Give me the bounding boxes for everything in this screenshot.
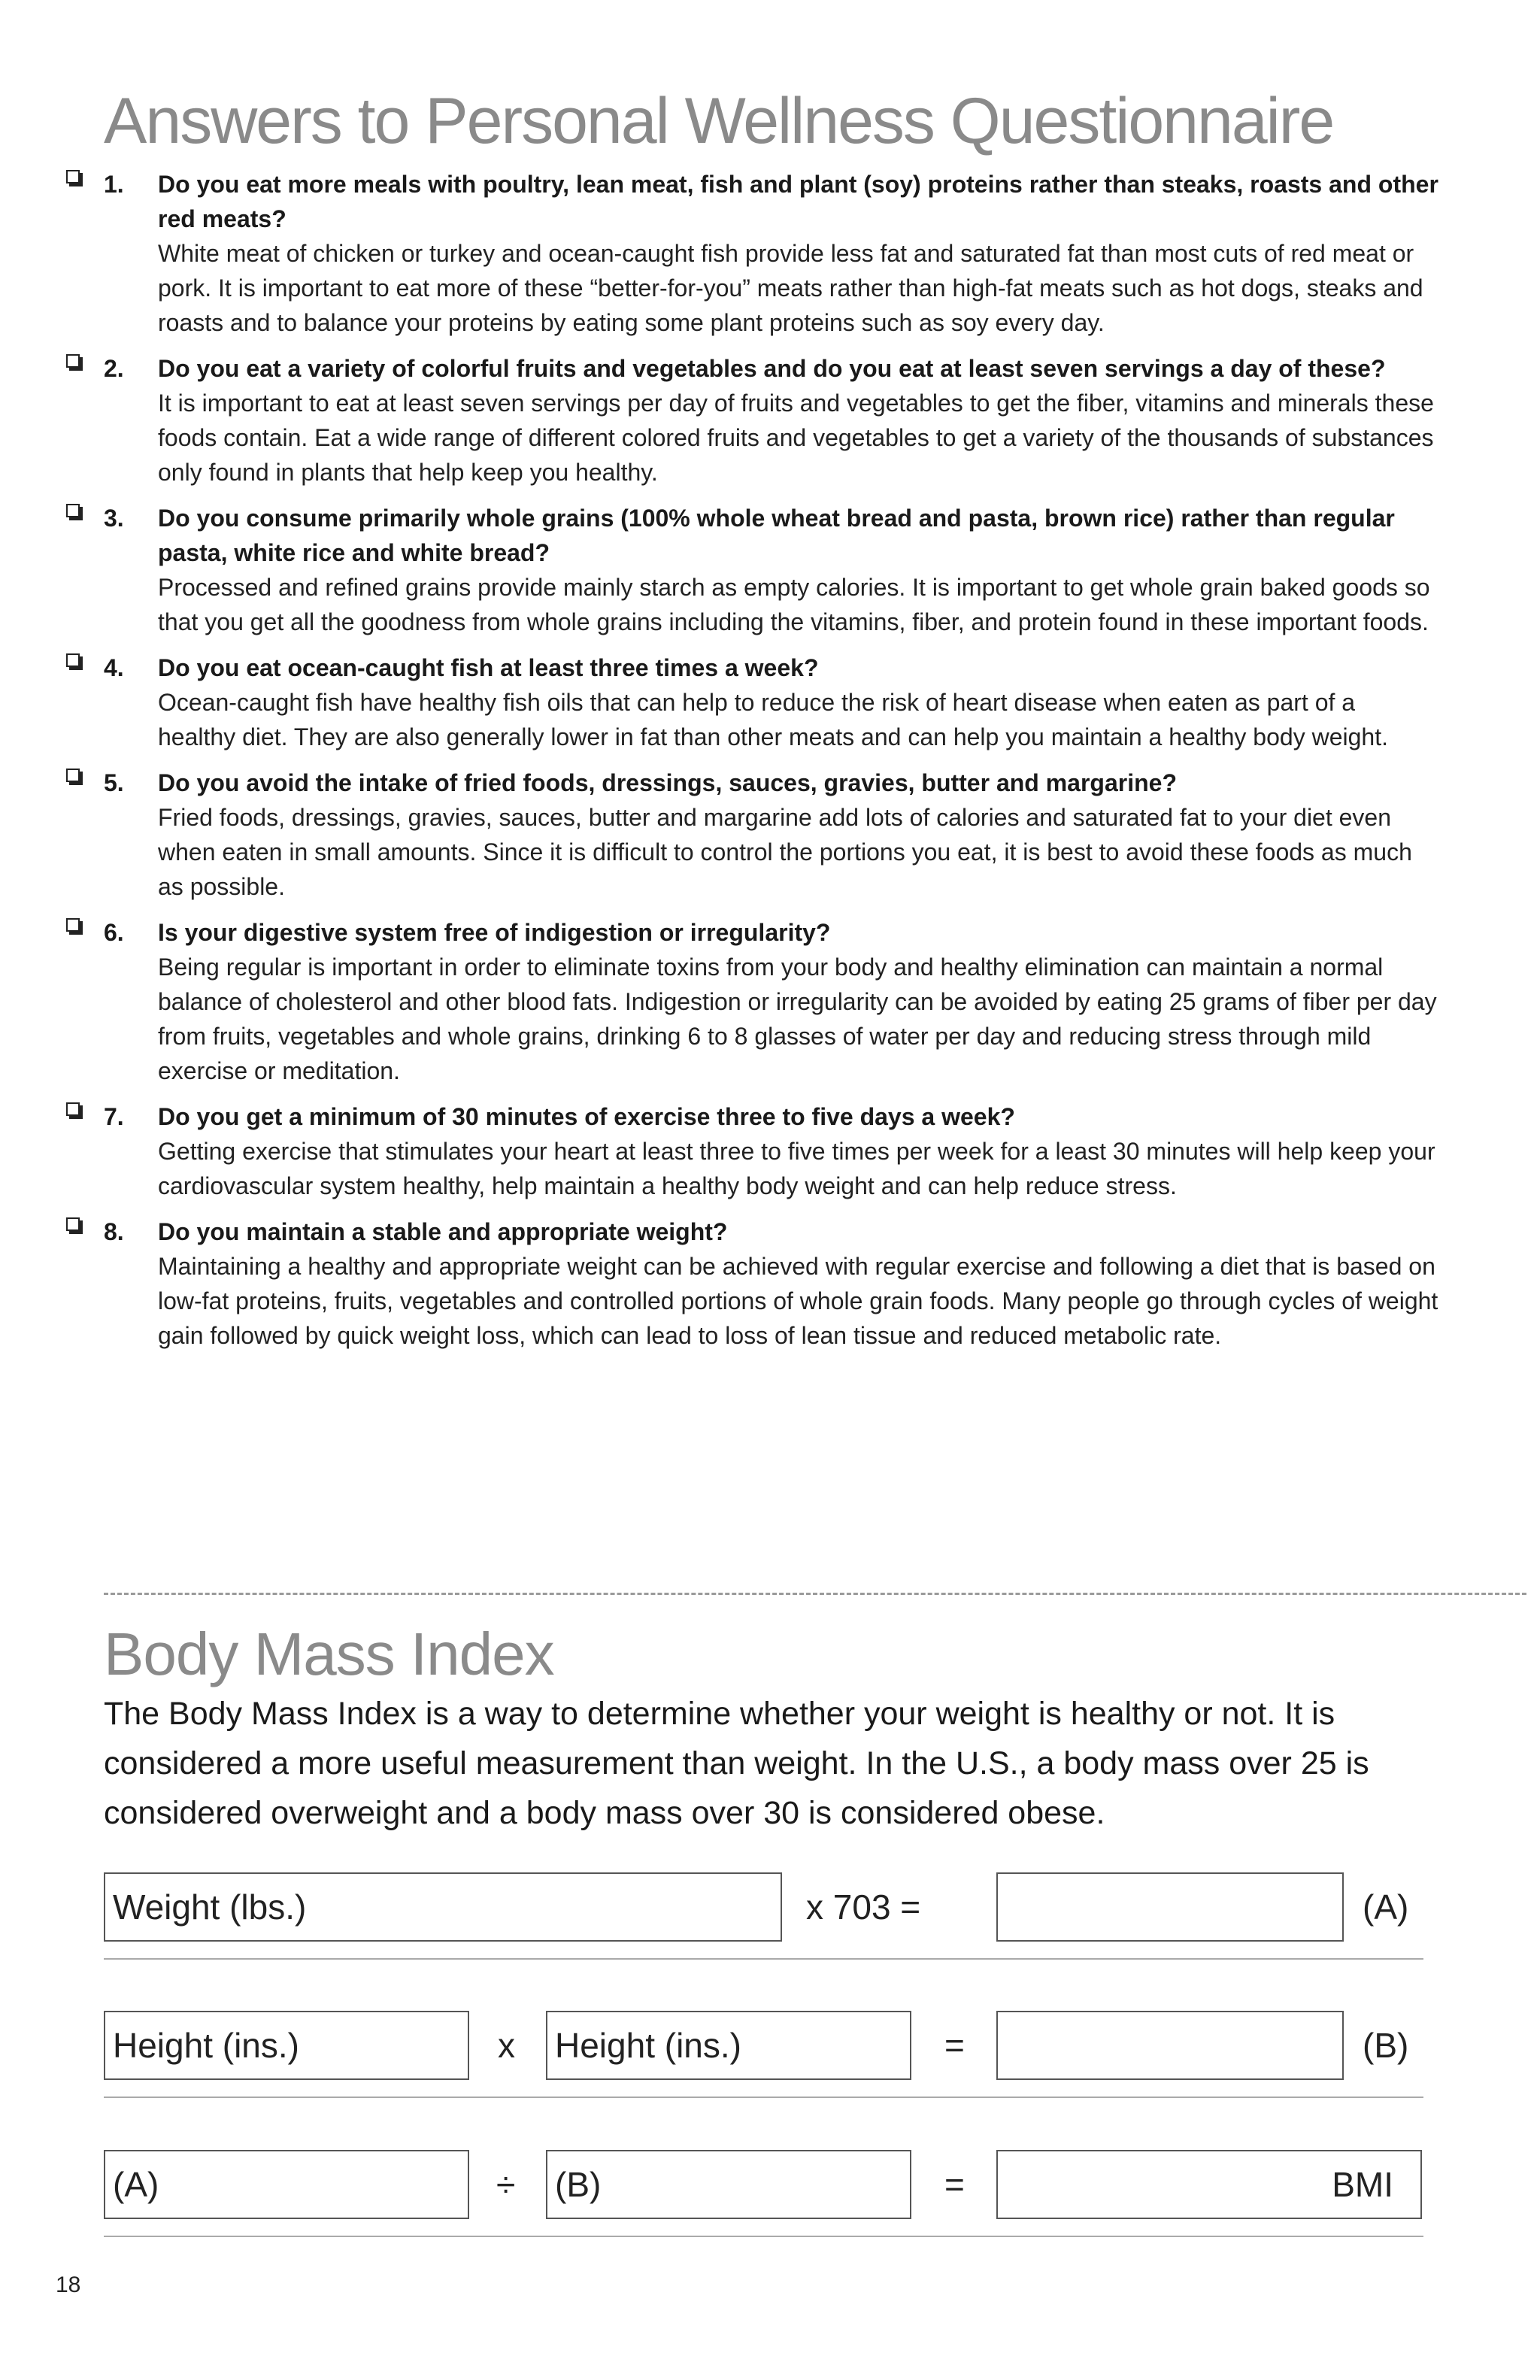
question-number: 7.: [104, 1103, 124, 1130]
section-divider: [104, 1593, 1526, 1595]
checkbox-icon[interactable]: [66, 918, 80, 932]
checkbox-icon[interactable]: [66, 653, 80, 667]
checkbox-icon[interactable]: [66, 1217, 80, 1231]
question-number: 3.: [104, 505, 124, 532]
b-field[interactable]: (B): [546, 2150, 911, 2219]
question-item: [63, 915, 1439, 1088]
result-a-label: (A): [1363, 1887, 1409, 1927]
question-text: Do you eat a variety of colorful fruits and vegetables and do you eat at least seven servings a day of these?: [158, 355, 1386, 382]
result-b-field[interactable]: [996, 2011, 1344, 2080]
page-title: Answers to Personal Wellness Questionnaire: [104, 85, 1334, 157]
row-rule: [104, 2236, 1423, 2237]
question-text: Do you eat more meals with poultry, lean meat, fish and plant (soy) proteins rather than steaks, roasts and other red meats?: [158, 171, 1438, 232]
question-number: 5.: [104, 769, 124, 796]
weight-field[interactable]: Weight (lbs.): [104, 1872, 782, 1942]
question-number: 6.: [104, 919, 124, 946]
answer-text: It is important to eat at least seven servings per day of fruits and vegetables to get the fiber, vitamins and minerals these foods contain. Eat a wide range of different colored fruits and vegetables to get a variety of the thousands of substances only found in plants that help keep you healthy.: [158, 390, 1434, 486]
question-item: [63, 1214, 1439, 1353]
equals-sign: =: [944, 2165, 965, 2204]
divide-operator: ÷: [496, 2165, 516, 2204]
result-a-field[interactable]: [996, 1872, 1344, 1942]
answer-text: Getting exercise that stimulates your heart at least three to five times per week for a least 30 minutes will help keep your cardiovascular system healthy, help maintain a healthy body weight and can help reduce stress.: [158, 1138, 1435, 1199]
question-text: Do you eat ocean-caught fish at least three times a week?: [158, 654, 819, 681]
height-field-1[interactable]: Height (ins.): [104, 2011, 469, 2080]
answer-text: Being regular is important in order to eliminate toxins from your body and healthy elimination can maintain a normal balance of cholesterol and other blood fats. Indigestion or irregularity can be avoided by eating 25 grams of fiber per day from fruits, vegetables and whole grains, drinking 6 to 8 glasses of water per day and reducing stress through mild exercise or meditation.: [158, 954, 1437, 1084]
question-text: Do you consume primarily whole grains (100% whole wheat bread and pasta, brown rice) rather than regular pasta, white rice and white bread?: [158, 505, 1395, 566]
question-text: Is your digestive system free of indigestion or irregularity?: [158, 919, 831, 946]
equals-sign: =: [944, 2026, 965, 2065]
bmi-title: Body Mass Index: [104, 1621, 554, 1687]
bmi-result-field[interactable]: BMI: [996, 2150, 1422, 2219]
question-number: 2.: [104, 355, 124, 382]
row-rule: [104, 1958, 1423, 1960]
bmi-intro: The Body Mass Index is a way to determine whether your weight is healthy or not. It is considered a more useful measurement than weight. In the U.S., a body mass over 25 is considered overweight and a body mass over 30 is considered obese.: [104, 1696, 1369, 1831]
checkbox-icon[interactable]: [66, 1102, 80, 1116]
question-item: [63, 1099, 1439, 1203]
checkbox-icon[interactable]: [66, 504, 80, 517]
question-item: [63, 167, 1439, 340]
answer-text: White meat of chicken or turkey and ocean-caught fish provide less fat and saturated fat than most cuts of red meat or pork. It is important to eat more of these “better-for-you” meats rather than high-fat meats such as hot dogs, steaks and roasts and to balance your proteins by eating some plant proteins such as soy every day.: [158, 240, 1423, 336]
multiply-operator: x: [498, 2026, 515, 2065]
question-text: Do you avoid the intake of fried foods, dressings, sauces, gravies, butter and margarine?: [158, 769, 1177, 796]
a-field[interactable]: (A): [104, 2150, 469, 2219]
question-item: [63, 501, 1439, 639]
question-item: [63, 766, 1439, 904]
question-text: Do you get a minimum of 30 minutes of exercise three to five days a week?: [158, 1103, 1015, 1130]
checkbox-icon[interactable]: [66, 170, 80, 183]
questionnaire-answers: [63, 167, 1439, 1364]
question-item: [63, 650, 1439, 754]
question-number: 8.: [104, 1218, 124, 1245]
answer-text: Processed and refined grains provide mainly starch as empty calories. It is important to get whole grain baked goods so that you get all the goodness from whole grains including the vitamins, fiber, and protein found in these important foods.: [158, 574, 1430, 635]
question-item: [63, 351, 1439, 490]
page-number: 18: [56, 2272, 81, 2297]
answer-text: Fried foods, dressings, gravies, sauces, butter and margarine add lots of calories and saturated fat to your diet even when eaten in small amounts. Since it is difficult to control the portions you eat, it is best to avoid these foods as much as possible.: [158, 804, 1412, 900]
answer-text: Ocean-caught fish have healthy fish oils that can help to reduce the risk of heart disease when eaten as part of a healthy diet. They are also generally lower in fat than other meats and can help you maintain a healthy body weight.: [158, 689, 1388, 750]
height-field-2[interactable]: Height (ins.): [546, 2011, 911, 2080]
row-rule: [104, 2097, 1423, 2098]
answer-text: Maintaining a healthy and appropriate weight can be achieved with regular exercise and following a diet that is based on low-fat proteins, fruits, vegetables and controlled portions of whole grain foods. Many people go through cycles of weight gain followed by quick weight loss, which can lead to loss of lean tissue and reduced metabolic rate.: [158, 1253, 1438, 1349]
result-b-label: (B): [1363, 2026, 1409, 2065]
question-number: 4.: [104, 654, 124, 681]
checkbox-icon[interactable]: [66, 354, 80, 368]
question-text: Do you maintain a stable and appropriate weight?: [158, 1218, 728, 1245]
question-number: 1.: [104, 171, 124, 198]
multiply-703-operator: x 703 =: [806, 1887, 921, 1927]
checkbox-icon[interactable]: [66, 769, 80, 782]
